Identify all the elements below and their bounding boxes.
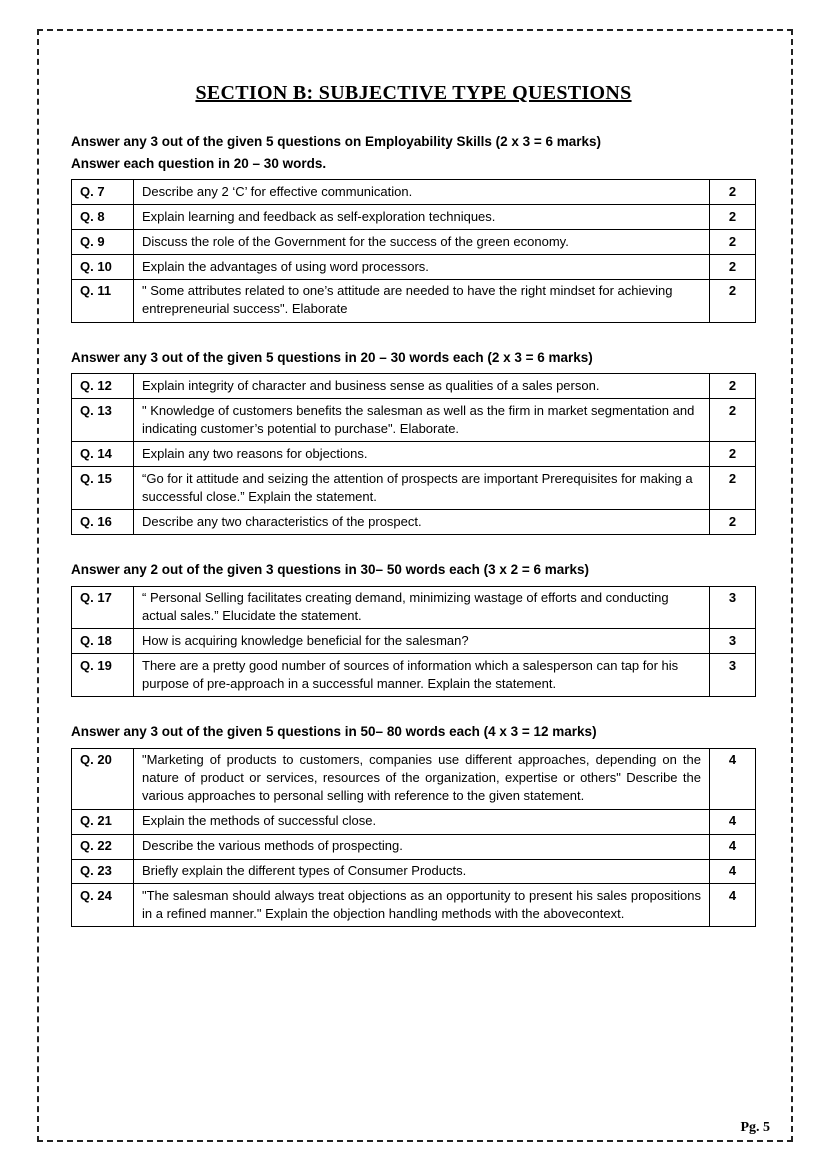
instruction-line: Answer any 3 out of the given 5 questions in 20 – 30 words each (2 x 3 = 6 marks) [71,349,593,365]
question-text: Discuss the role of the Government for the success of the green economy. [134,230,710,255]
question-marks: 2 [710,374,756,399]
question-marks: 2 [710,510,756,535]
question-section [71,131,756,323]
question-row [72,809,756,834]
question-row [72,255,756,280]
question-table [71,179,756,323]
question-row [72,834,756,859]
question-text: Explain the methods of successful close. [134,809,710,834]
question-marks: 2 [710,230,756,255]
question-section [71,559,756,697]
question-number: Q. 13 [72,399,134,442]
question-row [72,205,756,230]
question-number: Q. 22 [72,834,134,859]
question-text: Explain any two reasons for objections. [134,442,710,467]
question-text: “Go for it attitude and seizing the attention of prospects are important Prerequisites for making a successful close.” Explain the statement. [134,467,710,510]
question-row [72,859,756,884]
question-text: Briefly explain the different types of Consumer Products. [134,859,710,884]
question-text: " Some attributes related to one’s attitude are needed to have the right mindset for achieving entrepreneurial success". Elaborate [134,279,710,322]
question-number: Q. 23 [72,859,134,884]
question-marks: 4 [710,748,756,809]
section-instructions [71,131,756,174]
question-table [71,586,756,698]
question-row [72,586,756,629]
question-row [72,748,756,809]
question-text: There are a pretty good number of sources of information which a salesperson can tap for his purpose of pre-approach in a successful manner. Explain the statement. [134,654,710,697]
question-row [72,230,756,255]
question-number: Q. 9 [72,230,134,255]
section-instructions [71,559,756,581]
question-marks: 4 [710,884,756,927]
instruction-line: Answer each question in 20 – 30 words. [71,155,327,171]
question-number: Q. 7 [72,180,134,205]
question-section [71,721,756,927]
question-marks: 3 [710,654,756,697]
question-number: Q. 14 [72,442,134,467]
section-instructions [71,347,756,369]
page-number: Pg. 5 [740,1120,770,1135]
question-text: " Knowledge of customers benefits the salesman as well as the firm in market segmentation and indicating customer’s potential to purchase". Elaborate. [134,399,710,442]
question-row [72,180,756,205]
question-number: Q. 21 [72,809,134,834]
question-number: Q. 11 [72,279,134,322]
question-row [72,884,756,927]
question-row [72,467,756,510]
question-number: Q. 10 [72,255,134,280]
question-row [72,399,756,442]
question-number: Q. 12 [72,374,134,399]
question-number: Q. 19 [72,654,134,697]
question-text: “ Personal Selling facilitates creating demand, minimizing wastage of efforts and conducting actual sales.” Elucidate the statement. [134,586,710,629]
question-text: "Marketing of products to customers, companies use different approaches, depending on the nature of product or services, resources of the organization, expertise or others" Describe the various approaches to personal selling with reference to the given statement. [134,748,710,809]
question-number: Q. 15 [72,467,134,510]
question-table [71,373,756,535]
question-marks: 4 [710,834,756,859]
question-row [72,279,756,322]
instruction-line: Answer any 2 out of the given 3 questions in 30– 50 words each (3 x 2 = 6 marks) [71,561,590,577]
question-table [71,748,756,928]
question-text: Describe the various methods of prospecting. [134,834,710,859]
question-section [71,347,756,535]
question-row [72,374,756,399]
document-body [71,0,756,927]
question-text: Explain learning and feedback as self-exploration techniques. [134,205,710,230]
question-text: Explain integrity of character and business sense as qualities of a sales person. [134,374,710,399]
question-text: Describe any two characteristics of the prospect. [134,510,710,535]
question-number: Q. 17 [72,586,134,629]
question-number: Q. 18 [72,629,134,654]
question-text: "The salesman should always treat objections as an opportunity to present his sales propositions in a refined manner." Explain the objection handling methods with the abovecontext. [134,884,710,927]
question-text: How is acquiring knowledge beneficial for the salesman? [134,629,710,654]
question-number: Q. 24 [72,884,134,927]
question-marks: 3 [710,586,756,629]
question-number: Q. 16 [72,510,134,535]
question-marks: 2 [710,255,756,280]
question-marks: 2 [710,279,756,322]
question-marks: 2 [710,442,756,467]
question-text: Explain the advantages of using word processors. [134,255,710,280]
question-marks: 2 [710,467,756,510]
question-marks: 2 [710,399,756,442]
question-number: Q. 20 [72,748,134,809]
instruction-line: Answer any 3 out of the given 5 questions on Employability Skills (2 x 3 = 6 marks) [71,134,602,149]
question-marks: 2 [710,180,756,205]
section-instructions [71,721,756,743]
question-number: Q. 8 [72,205,134,230]
instruction-line: Answer any 3 out of the given 5 questions in 50– 80 words each (4 x 3 = 12 marks) [71,724,597,740]
question-row [72,442,756,467]
question-marks: 4 [710,859,756,884]
question-text: Describe any 2 ‘C’ for effective communication. [134,180,710,205]
question-marks: 4 [710,809,756,834]
question-marks: 3 [710,629,756,654]
question-row [72,654,756,697]
question-row [72,629,756,654]
question-marks: 2 [710,205,756,230]
page-title: SECTION B: SUBJECTIVE TYPE QUESTIONS [195,82,632,104]
question-row [72,510,756,535]
sections-container [71,131,756,927]
